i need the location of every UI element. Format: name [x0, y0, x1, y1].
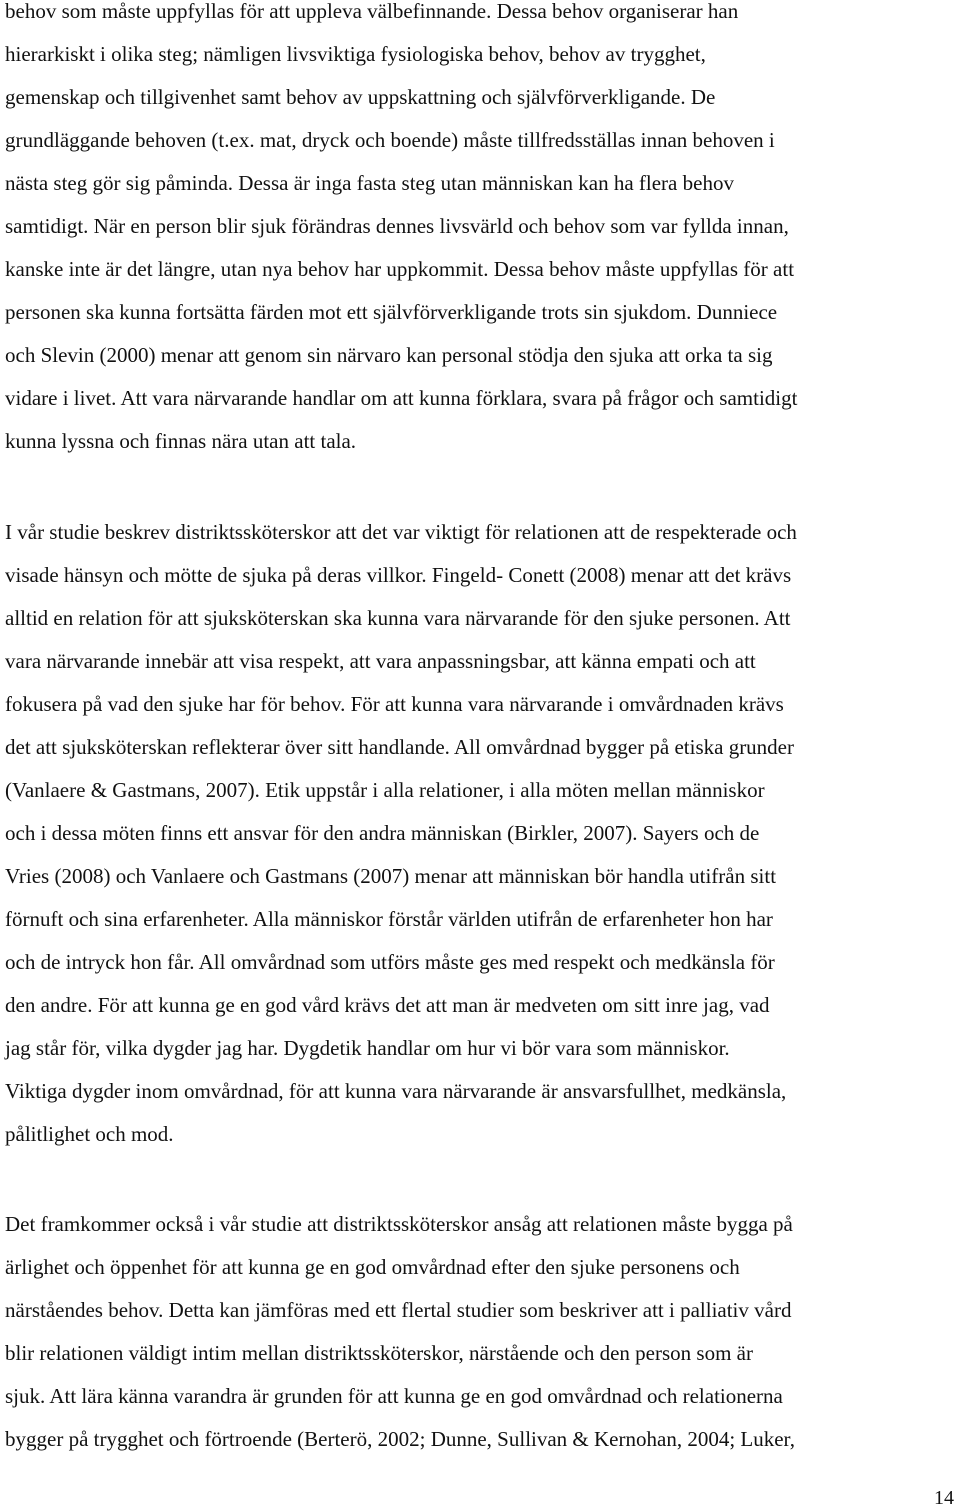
text-line: kunna lyssna och finnas nära utan att tala. — [5, 429, 357, 453]
text-line: fokusera på vad den sjuke har för behov. För att kunna vara närvarande i omvårdnaden krävs — [5, 692, 784, 716]
text-line: gemenskap och tillgivenhet samt behov av uppskattning och självförverkligande. De — [5, 85, 716, 109]
text-line: Det framkommer också i vår studie att distriktssköterskor ansåg att relationen måste bygga på — [5, 1212, 793, 1236]
text-line: pålitlighet och mod. — [5, 1122, 174, 1146]
text-line: och Slevin (2000) menar att genom sin närvaro kan personal stödja den sjuka att orka ta sig — [5, 343, 773, 367]
text-line: blir relationen väldigt intim mellan distriktssköterskor, närstående och den person som är — [5, 1341, 753, 1365]
text-line: samtidigt. När en person blir sjuk förändras dennes livsvärld och behov som var fyllda innan, — [5, 214, 789, 238]
text-line: och i dessa möten finns ett ansvar för den andra människan (Birkler, 2007). Sayers och de — [5, 821, 760, 845]
text-line: närståendes behov. Detta kan jämföras med ett flertal studier som beskriver att i palliativ vård — [5, 1298, 792, 1322]
text-line: och de intryck hon får. All omvårdnad som utförs måste ges med respekt och medkänsla för — [5, 950, 775, 974]
text-line: den andre. För att kunna ge en god vård krävs det att man är medveten om sitt inre jag, vad — [5, 993, 770, 1017]
text-line: Viktiga dygder inom omvårdnad, för att kunna vara närvarande är ansvarsfullhet, medkänsla, — [5, 1079, 787, 1103]
text-line: jag står för, vilka dygder jag har. Dygdetik handlar om hur vi bör vara som människor. — [5, 1036, 730, 1060]
text-line: personen ska kunna fortsätta färden mot ett självförverkligande trots sin sjukdom. Dunniece — [5, 300, 778, 324]
text-line: Vries (2008) och Vanlaere och Gastmans (2007) menar att människan bör handla utifrån sitt — [5, 864, 777, 888]
text-line: (Vanlaere & Gastmans, 2007). Etik uppstår i alla relationer, i alla möten mellan människor — [5, 778, 765, 802]
text-line: behov som måste uppfyllas för att uppleva välbefinnande. Dessa behov organiserar han — [5, 0, 739, 23]
text-line: sjuk. Att lära känna varandra är grunden för att kunna ge en god omvårdnad och relationerna — [5, 1384, 783, 1408]
text-line: nästa steg gör sig påminda. Dessa är inga fasta steg utan människan kan ha flera behov — [5, 171, 734, 195]
text-line: visade hänsyn och mötte de sjuka på deras villkor. Fingeld- Conett (2008) menar att det krävs — [5, 563, 792, 587]
text-line: bygger på trygghet och förtroende (Berterö, 2002; Dunne, Sullivan & Kernohan, 2004; Luker, — [5, 1427, 795, 1451]
text-line: I vår studie beskrev distriktssköterskor att det var viktigt för relationen att de respekterade och — [5, 520, 797, 544]
text-line: vara närvarande innebär att visa respekt, att vara anpassningsbar, att känna empati och att — [5, 649, 756, 673]
text-line: vidare i livet. Att vara närvarande handlar om att kunna förklara, svara på frågor och samtidigt — [5, 386, 798, 410]
page-number: 14 — [934, 1487, 954, 1509]
text-line: förnuft och sina erfarenheter. Alla människor förstår världen utifrån de erfarenheter hon har — [5, 907, 773, 931]
text-line: ärlighet och öppenhet för att kunna ge en god omvårdnad efter den sjuke personens och — [5, 1255, 740, 1279]
text-line: grundläggande behoven (t.ex. mat, dryck och boende) måste tillfredsställas innan behoven i — [5, 128, 775, 152]
text-line: kanske inte är det längre, utan nya behov har uppkommit. Dessa behov måste uppfyllas för att — [5, 257, 795, 281]
text-line: alltid en relation för att sjuksköterskan ska kunna vara närvarande för den sjuke personen. Att — [5, 606, 791, 630]
text-line: hierarkiskt i olika steg; nämligen livsviktiga fysiologiska behov, behov av trygghet, — [5, 42, 706, 66]
text-line: det att sjuksköterskan reflekterar över sitt handlande. All omvårdnad bygger på etiska grunder — [5, 735, 794, 759]
